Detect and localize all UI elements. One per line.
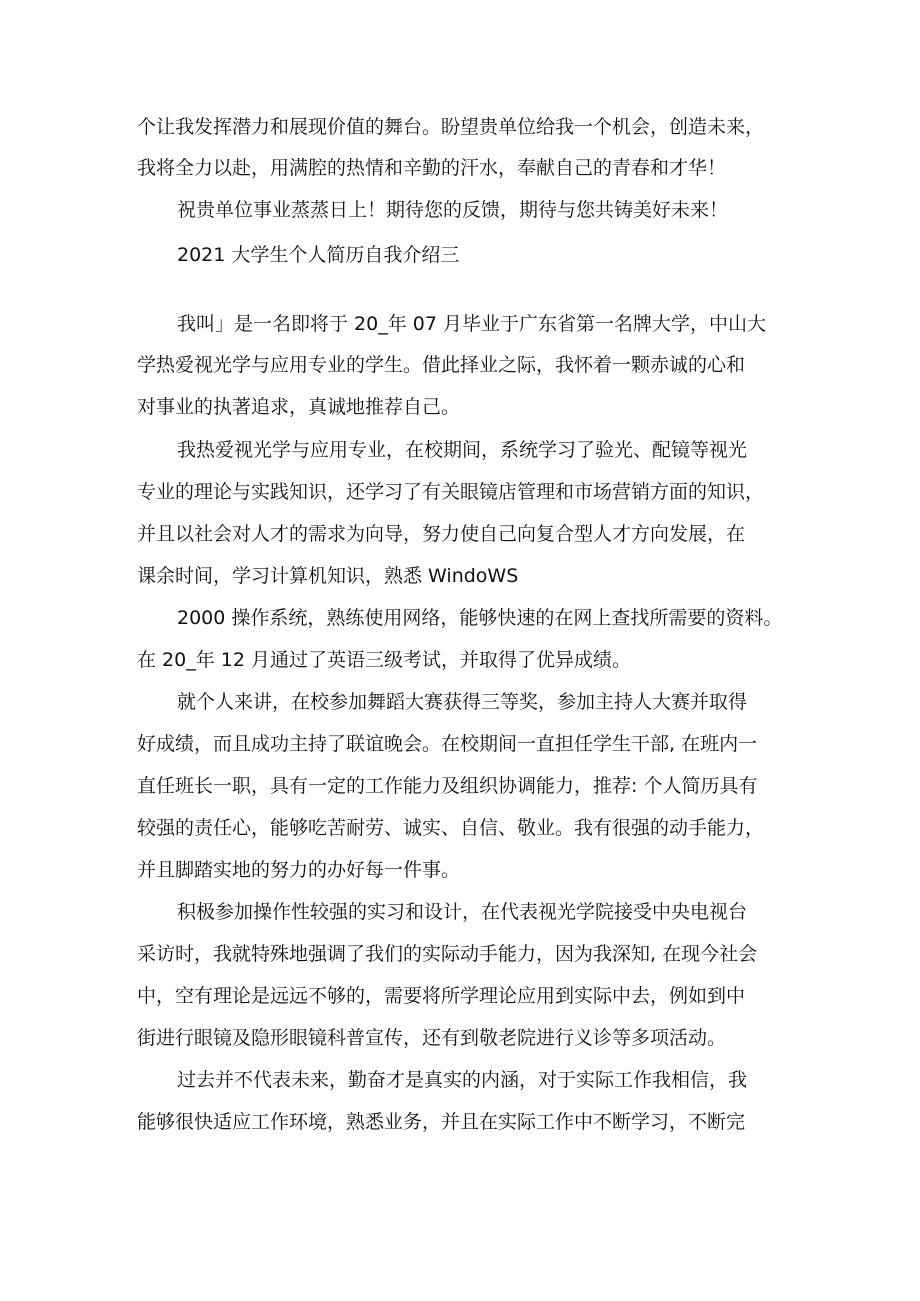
text-line: 我热爱视光学与应用专业，在校期间，系统学习了验光、配镜等视光 [177,439,748,461]
text-line: 能够很快适应工作环境，熟悉业务，并且在实际工作中不断学习，不断完 [137,1111,746,1133]
text-line: 课余时间，学习计算机知识，熟悉 WindoWS [137,565,519,587]
text-line: 学热爱视光学与应用专业的学生。借此择业之际，我怀着一颗赤诚的心和 [137,354,746,376]
text-line: 直任班长一职，具有一定的工作能力及组织协调能力，推荐: 个人简历具有 [137,775,758,797]
text-line: 并且以社会对人才的需求为向导，努力使自己向复合型人才方向发展，在 [137,523,746,545]
text-line: 我将全力以赴，用满腔的热情和辛勤的汗水，奉献自己的青春和才华！ [137,157,727,179]
text-line: 采访时，我就特殊地强调了我们的实际动手能力，因为我深知, 在现今社会 [137,943,758,965]
text-line: 对事业的执著追求，真诚地推荐自己。 [137,396,461,418]
text-line: 2000 操作系统，熟练使用网络，能够快速的在网上查找所需要的资料。 [177,607,783,629]
text-line: 在 20_年 12 月通过了英语三级考试，并取得了优异成绩。 [137,649,631,671]
text-line: 就个人来讲，在校参加舞蹈大赛获得三等奖，参加主持人大赛并取得 [177,691,748,713]
text-line: 个让我发挥潜力和展现价值的舞台。盼望贵单位给我一个机会，创造未来， [137,116,765,138]
text-line: 好成绩，而且成功主持了联谊晚会。在校期间一直担任学生干部, 在班内一 [137,733,758,755]
section-heading: 2021 大学生个人简历自我介绍三 [177,244,460,266]
text-line: 祝贵单位事业蒸蒸日上！期待您的反馈，期待与您共铸美好未来！ [177,199,729,221]
text-line: 较强的责任心，能够吃苦耐劳、诚实、自信、敬业。我有很强的动手能力， [137,817,765,839]
text-line: 过去并不代表未来，勤奋才是真实的内涵，对于实际工作我相信，我 [177,1069,748,1091]
text-line: 我叫」是一名即将于 20_年 07 月毕业于广东省第一名牌大学，中山大 [177,313,766,335]
text-line: 中，空有理论是远远不够的，需要将所学理论应用到实际中去，例如到中 [137,985,746,1007]
text-line: 并且脚踏实地的努力的办好每一件事。 [137,859,461,881]
text-line: 街进行眼镜及隐形眼镜科普宣传，还有到敬老院进行义诊等多项活动。 [137,1027,727,1049]
text-line: 积极参加操作性较强的实习和设计，在代表视光学院接受中央电视台 [177,901,748,923]
text-line: 专业的理论与实践知识，还学习了有关眼镜店管理和市场营销方面的知识， [137,481,765,503]
